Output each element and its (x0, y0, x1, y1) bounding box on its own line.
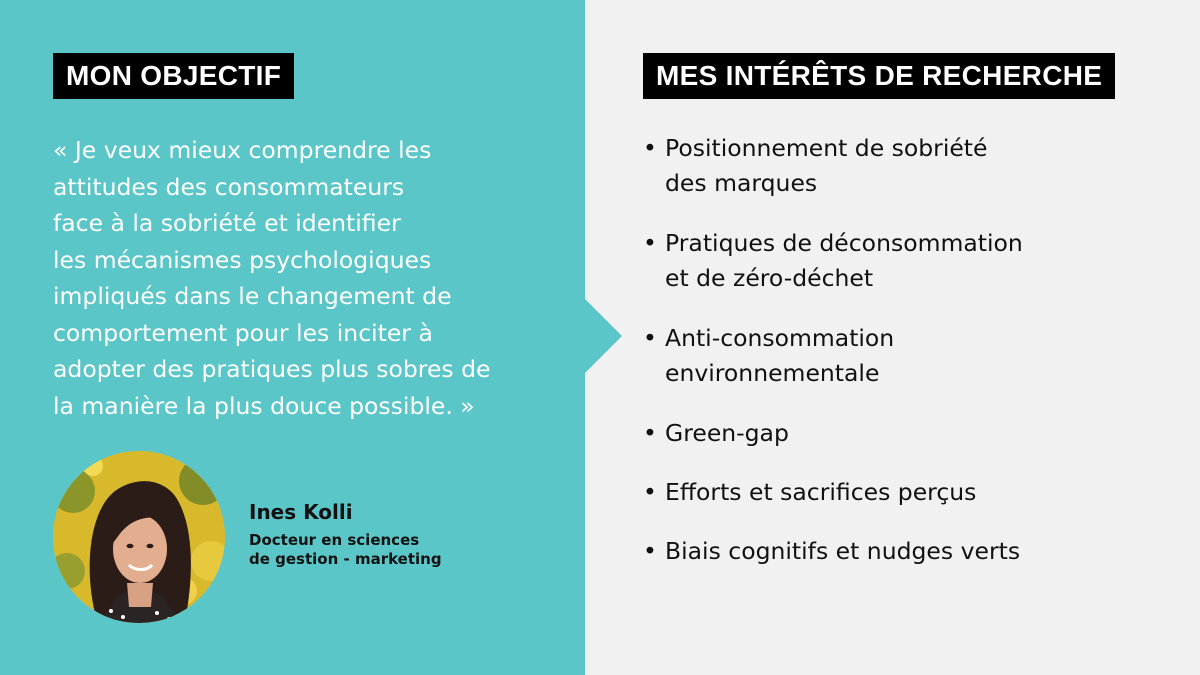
research-interest-text: environnementale (665, 359, 880, 387)
objective-title: MON OBJECTIF (53, 53, 294, 99)
research-interest-text: Efforts et sacrifices perçus (665, 478, 977, 506)
research-interest-text: Anti-consommation (665, 324, 895, 352)
bullet-icon: • (643, 229, 657, 257)
quote-line: impliqués dans le changement de (53, 282, 452, 310)
research-interest-text: des marques (665, 169, 818, 197)
quote-line: la manière la plus douce possible. » (53, 391, 475, 420)
research-interest-item (643, 321, 1183, 391)
bullet-icon: • (643, 537, 657, 565)
author-name: Ines Kolli (249, 500, 353, 524)
research-interest-text: Biais cognitifs et nudges verts (665, 537, 1021, 565)
bullet-icon: • (643, 419, 657, 447)
bullet-icon: • (643, 134, 657, 162)
quote-line: « Je veux mieux comprendre les (53, 136, 432, 164)
research-interest-text: et de zéro-déchet (665, 264, 874, 292)
quote-line: face à la sobriété et identifier (53, 209, 401, 237)
quote-line: les mécanismes psychologiques (53, 245, 432, 274)
research-interest-text: Green-gap (665, 419, 789, 447)
quote-line: adopter des pratiques plus sobres de (53, 355, 491, 383)
bullet-icon: • (643, 324, 657, 352)
quote-line: attitudes des consommateurs (53, 172, 405, 201)
panel-arrow (584, 298, 622, 374)
research-interest-item (643, 416, 1183, 451)
quote-line: comportement pour les inciter à (53, 318, 433, 347)
research-interest-item (643, 226, 1183, 296)
objective-quote (53, 132, 573, 424)
author-avatar (53, 451, 225, 623)
author-role-line: de gestion - marketing (249, 550, 442, 568)
research-interest-item (643, 475, 1183, 510)
author-role-line: Docteur en sciences (249, 531, 420, 549)
research-interest-text: Pratiques de déconsommation (665, 229, 1023, 257)
research-interest-item (643, 534, 1183, 569)
research-interest-item (643, 131, 1183, 201)
research-title: MES INTÉRÊTS DE RECHERCHE (643, 53, 1115, 99)
author-photo (53, 451, 225, 623)
author-role (249, 531, 442, 569)
bullet-icon: • (643, 478, 657, 506)
research-interests-list (643, 131, 1183, 569)
research-interest-text: Positionnement de sobriété (665, 134, 988, 162)
